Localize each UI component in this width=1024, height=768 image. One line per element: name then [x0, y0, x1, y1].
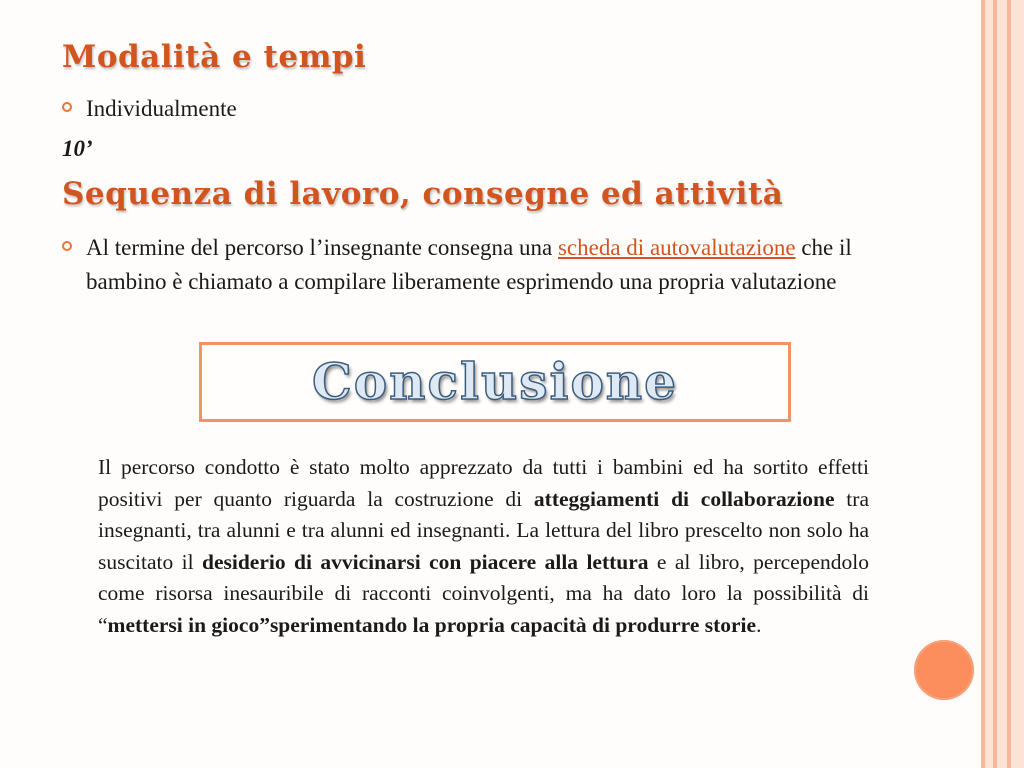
conclusion-box	[199, 342, 791, 422]
border-stripe	[997, 0, 1007, 768]
bullet-text-part: Al termine del percorso l’insegnante consegna una	[86, 235, 558, 260]
bullet-item-consegna	[62, 231, 892, 299]
bullet-text	[86, 231, 886, 299]
conclusion-paragraph	[98, 452, 869, 642]
conclusion-title: Conclusione	[312, 352, 678, 411]
paragraph-text: Il percorso condotto è stato molto apprezzato da tutti i bambini ed ha sortito effetti positivi per quanto riguarda la costruzione di	[98, 455, 869, 511]
duration-text: 10’	[62, 136, 93, 161]
bullet-text: Individualmente	[86, 96, 237, 121]
paragraph-bold: desiderio di avvicinarsi con piacere alla lettura	[202, 549, 649, 574]
bullet-text-part: che il bambino è chiamato a compilare liberamente esprimendo una propria valutazione	[86, 235, 852, 294]
heading-modalita: Modalità e tempi	[62, 39, 367, 75]
paragraph-text: e al libro, percependolo come risorsa inesauribile di racconti coinvolgenti, ma ha dato loro la possibilità di “	[98, 549, 869, 637]
paragraph-text: .	[756, 612, 762, 637]
border-stripe	[985, 0, 993, 768]
decorative-circle	[914, 640, 974, 700]
scheda-autovalutazione-link[interactable]: scheda di autovalutazione	[557, 235, 796, 260]
heading-sequenza: Sequenza di lavoro, consegne ed attività	[62, 176, 784, 212]
bullet-icon	[62, 102, 72, 112]
bullet-icon	[62, 241, 72, 251]
bullet-item-individualmente	[62, 92, 237, 126]
paragraph-bold: mettersi in gioco”sperimentando la propria capacità di produrre storie	[107, 612, 757, 637]
paragraph-bold: atteggiamenti di collaborazione	[533, 486, 835, 511]
border-stripe	[1011, 0, 1024, 768]
paragraph-text: tra insegnanti, tra alunni e tra alunni ed insegnanti. La lettura del libro prescelto non solo ha suscitato il	[98, 486, 869, 574]
